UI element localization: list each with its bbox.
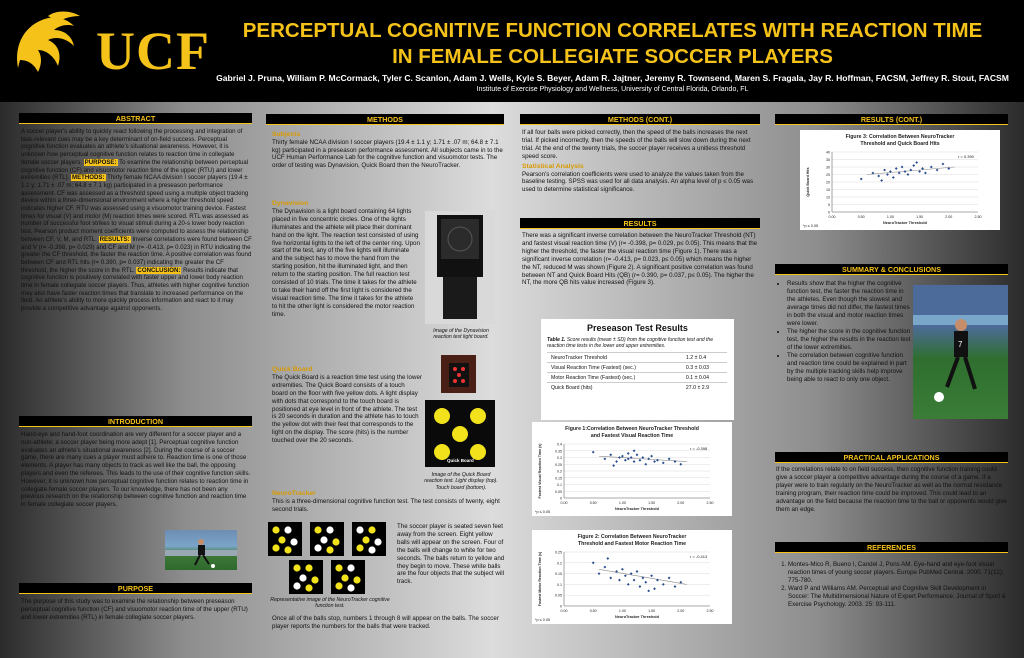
soccer-player-photo-small <box>165 530 237 570</box>
abstract-p5: Results indicate that cognitive function is positively correlated with faster upper and lower body reaction time in female collegiate soccer players. Thus, athletes with higher cognitive function may also have faster reaction times that translate to increased performance on the field. An athlete’s ability to more quickly process information and react to it may provide a competitive advantage against opponents. <box>21 266 249 313</box>
x-tick-label: 1.00 <box>618 501 626 505</box>
purpose-text: The purpose of this study was to examine the relationship between preseason perceptual cognitive function (CF) and visuomotor reaction time of the upper (RTU) and lower extremities (RTL) in female collegiate soccer players. <box>21 598 248 621</box>
tracking-ball <box>347 584 354 591</box>
neurotracker-side-text: The soccer player is seated seven feet away from the screen. Eight yellow balls will appear on the screen. Four of the balls will change to white for two seconds. The balls return to yellow and they begin to move. These white balls are the four objects that the subject will track. <box>397 523 505 586</box>
data-point <box>668 577 671 580</box>
abstract-heading: ABSTRACT <box>19 113 252 124</box>
results-tag: RESULTS: <box>99 235 130 243</box>
tracking-ball <box>293 582 300 589</box>
abstract-p3: Thirty female NCAA division I soccer players (19.4 ± 1.1 y; 1.71 ± .07 m; 64.8 ± 7.1 kg) participated in a preseason performance assessment. CF was assessed as a threshold speed using a multiple object tracking device within a three-dimensional environment where a higher threshold speed indicates higher CF. RTU was assessed using a visuomotor training device. Fastest times for visual (V) and motor (M) reaction times were scored. RTL was assessed as number of successful foot strikes to visual stimuli during a 20-s lower body reaction test. Pearson product moment coefficients were computed to assess the relationship between CF, V, M, and RTL. <box>21 174 249 243</box>
y-tick-label: 30 <box>826 165 830 170</box>
data-point <box>895 167 898 170</box>
data-point <box>650 574 653 577</box>
data-point <box>662 583 665 586</box>
x-tick-label: 2.50 <box>974 215 982 219</box>
neurotracker-caption: Representative image of the NeuroTracker cognitive function test. <box>270 597 390 610</box>
purpose-tag: PURPOSE: <box>84 158 117 166</box>
data-point <box>621 455 624 458</box>
x-axis-label: NeuroTracker Threshold <box>615 615 659 619</box>
y-tick-label: 0.2 <box>557 469 562 474</box>
tracking-ball <box>362 536 369 543</box>
tracking-ball <box>320 536 327 543</box>
abstract-p4: Inverse correlations were found between CF and V (r= -0.398, p= 0.029) and CF and M (r= -0.413, p= 0.023) in RTU indicating the greater the CF threshold, the faster the reaction time. A positive correlation was found between CF and RTL hits (r= 0.390, p= 0.037) indicating the greater the CF threshold, the higher the score in the RTL. <box>21 235 252 274</box>
tracking-ball <box>356 526 363 533</box>
x-tick-label: 1.50 <box>916 215 924 219</box>
table-row <box>547 363 727 373</box>
y-tick-label: 10 <box>826 195 830 200</box>
statistical-analysis-text: Pearson’s correlation coefficients were used to analyze the values taken from the baseline testing. SPSS was used for all data analysis. An alpha level of p ≤ 0.05 was used to determine statistical significance. <box>522 170 754 194</box>
y-tick-label: 0.2 <box>557 561 562 566</box>
data-point <box>656 459 659 462</box>
x-tick-label: 1.50 <box>648 501 656 505</box>
data-point <box>633 449 636 452</box>
chart-title-line: Threshold and Quick Board Hits <box>860 141 940 147</box>
results-table <box>547 352 727 392</box>
quickboard-caption: Image of the Quick Board reaction test. Light display (top). Touch board (bottom). <box>424 472 498 491</box>
data-point <box>653 587 656 590</box>
table-row <box>547 353 727 363</box>
table-row <box>547 383 727 393</box>
neurotracker-text: This is a three-dimensional cognitive function test. The test consists of twenty, eight second trials. <box>272 497 500 513</box>
data-point <box>668 457 671 460</box>
quickboard-display-photo <box>441 355 476 393</box>
data-point <box>650 455 653 458</box>
data-point <box>609 453 612 456</box>
y-tick-label: 0.1 <box>557 582 562 587</box>
x-tick-label: 0.00 <box>560 609 568 613</box>
chart-title-line: Figure 1:Correlation Between NeuroTracker Threshold <box>565 426 699 432</box>
figure-2-chart <box>532 530 732 624</box>
data-point <box>612 464 615 467</box>
tracking-ball <box>272 526 279 533</box>
tracking-ball <box>284 546 291 553</box>
correlation-annotation: r = 0.390 <box>958 154 974 159</box>
data-point <box>644 581 647 584</box>
correlation-annotation: r = -0.413 <box>690 554 708 559</box>
practical-heading: PRACTICAL APPLICATIONS <box>775 452 1008 463</box>
data-point <box>641 456 644 459</box>
data-point <box>918 170 921 173</box>
soccer-player-action-image <box>913 285 1008 419</box>
subjects-title: Subjects <box>272 131 301 138</box>
soccer-player-image <box>165 530 237 570</box>
y-tick-label: 0 <box>560 496 562 501</box>
data-point <box>924 172 927 175</box>
table-row <box>547 373 727 383</box>
data-point <box>592 561 595 564</box>
data-point <box>886 173 889 176</box>
quickboard-touchboard-image <box>425 400 495 467</box>
data-point <box>624 459 627 462</box>
soccer-player-photo <box>913 285 1008 419</box>
dynavision-caption: Image of the Dynavision reaction test light board. <box>433 328 489 341</box>
y-tick-label: 0.15 <box>555 572 562 577</box>
tracking-ball <box>335 564 342 571</box>
y-tick-label: 0 <box>560 604 562 609</box>
y-tick-label: 35 <box>826 158 830 162</box>
results-table-panel <box>541 319 734 420</box>
title-line-2: IN FEMALE COLLEGIATE SOCCER PLAYERS <box>392 45 833 68</box>
data-point <box>907 173 910 176</box>
tracking-ball <box>305 584 312 591</box>
methods-subjects <box>272 131 508 170</box>
tracking-ball <box>314 526 321 533</box>
svg-text:7: 7 <box>958 340 963 349</box>
x-tick-label: 0.50 <box>857 215 865 219</box>
neurotracker-title: NeuroTracker <box>272 490 316 497</box>
x-tick-label: 1.00 <box>886 215 894 219</box>
data-point <box>624 574 627 577</box>
practical-text: If the correlations relate to on field success, then cognitive function training could give a soccer player a competitive advantage during the course of a game. If a player were to train regularly on the NeuroTracker as well as the normal resistance training program, their reaction time could be improved. This could lead to an advantage on the field because the reaction time to the ball or opponents would give them an edge. <box>776 466 1007 513</box>
reference-item: 2. Ward P and Williams AM. Perceptual and Cognitive Skill Development in Soccer: The Multidimensional Nature of Expert Performance. Journal of Sport & Exercise Psychology. 2003. 25: 93-111. <box>788 585 1008 609</box>
y-tick-label: 0.1 <box>557 483 562 487</box>
data-point <box>901 166 904 169</box>
neurotracker-grid <box>268 522 392 594</box>
pegasus-logo-icon <box>8 8 98 80</box>
methods-cont-text <box>522 129 760 194</box>
table-caption <box>541 333 734 352</box>
data-point <box>606 557 609 560</box>
methods-neurotracker <box>272 490 508 514</box>
y-axis-label: Fastest Visual Reaction Time (s) <box>538 443 542 499</box>
figure-2-panel <box>532 530 732 624</box>
statistical-analysis-title: Statistical Analysis <box>522 162 584 170</box>
data-point <box>904 170 907 173</box>
tracking-ball <box>332 538 339 545</box>
data-point <box>603 457 606 460</box>
tracking-ball <box>335 582 342 589</box>
data-point <box>674 585 677 588</box>
data-point <box>598 572 601 575</box>
abstract-p2: To examine the relationship between perceptual cognitive function (CF) and visuomotor reaction time of the upper (RTU) and lower extremities (RTL). <box>21 158 249 182</box>
summary-text <box>775 280 911 384</box>
quickboard-title: Quick Board <box>272 366 313 373</box>
quickboard-display-image <box>441 355 476 393</box>
tracking-ball <box>272 544 279 551</box>
neurotracker-panel <box>310 522 344 556</box>
authors: Gabriel J. Pruna, William P. McCormack, Tyler C. Scanlon, Adam J. Wells, Kyle S. Beyer, Adam R. Jajtner, Jeremy R. Townsend, Maren S. Fragala, Jay R. Hoffman, FACSM, Jeffrey R. Stout, FACSM <box>216 73 1009 83</box>
tracking-ball <box>353 576 360 583</box>
methods-cont-heading: METHODS (CONT.) <box>520 114 760 125</box>
table-title: Preseason Test Results <box>587 323 688 333</box>
purpose-heading: PURPOSE <box>19 583 252 594</box>
summary-item: • The correlation between cognitive function and reaction time could be explained in part by the multiple tracking skills help improve being able to react to only one object. <box>787 352 911 384</box>
data-point <box>627 452 630 455</box>
y-tick-label: 0.4 <box>557 442 562 447</box>
summary-heading: SUMMARY & CONCLUSIONS <box>775 264 1008 275</box>
neurotracker-panel <box>331 560 365 594</box>
tracking-ball <box>290 538 297 545</box>
x-tick-label: 2.00 <box>677 501 685 505</box>
data-point <box>883 169 886 172</box>
introduction-heading: INTRODUCTION <box>19 416 252 427</box>
data-point <box>636 570 639 573</box>
data-point <box>915 161 918 164</box>
figure-3-chart <box>800 130 1000 230</box>
data-point <box>679 463 682 466</box>
tracking-ball <box>368 546 375 553</box>
results-heading: RESULTS <box>520 218 760 229</box>
tracking-ball <box>293 564 300 571</box>
tracking-ball <box>341 574 348 581</box>
data-point <box>633 460 636 463</box>
poster-title <box>205 18 1020 70</box>
reference-item: 1. Montes-Mico R, Bueno I, Candel J, Pons AM. Eye-hand and eye-foot visual reaction times of young soccer players. Europe PubMed Central. 2000. 71(12): 775-780. <box>788 561 1008 585</box>
x-axis-label: NeuroTracker Threshold <box>883 221 927 225</box>
y-tick-label: 0 <box>828 210 830 215</box>
y-tick-label: 0.3 <box>557 456 562 460</box>
chart-title-line: Figure 3: Correlation Between NeuroTracker <box>845 134 955 140</box>
significance-footnote: *p ≤ 0.05 <box>803 224 819 228</box>
abstract-text <box>21 128 252 313</box>
figure-3-panel <box>800 130 1000 230</box>
tracking-ball <box>347 564 354 571</box>
subjects-text: Thirty female NCAA division I soccer players (19.4 ± 1.1 y; 1.71 ± .07 m; 64.8 ± 7.1 kg) participated in a preseason performance assessment. All subjects came in to the UCF Human Performance Lab for the cognitive function and visuomotor tests. The order of testing was Dynavision, Quick Board then the NeuroTracker. <box>272 138 503 170</box>
correlation-annotation: r = -0.398 <box>690 446 708 451</box>
dynavision-board-image <box>425 211 495 324</box>
dynavision-title: Dynavision <box>272 200 309 207</box>
neurotracker-after-text: Once all of the balls stop, numbers 1 through 8 will appear on the balls. The soccer player reports the numbers for the balls that were tracked. <box>272 615 499 630</box>
y-axis-label: Fastest Motor Reaction Time (s) <box>538 551 542 607</box>
results-cont-heading: RESULTS (CONT.) <box>775 114 1008 125</box>
tracking-ball <box>299 574 306 581</box>
chart-title-line: Threshold and Fastest Motor Reaction Time <box>578 541 686 547</box>
dynavision-text: The Dynavision is a light board containing 64 lights placed in five concentric circles. One of the lights illuminates and the athlete will place their dominant hand on the light. The reaction test consisted of using five horizontal lights to the left of the center ring. Upon start of the test, any of the five lights will illuminate and the subject has to move the hand from the starting position, hit the illuminated light, and then return to the starting position. The full reaction test consisted of 10 trials. The time it takes for the athlete to take their hand off the first light is considered the visual reaction time. The time it takes for the athlete to hit the other light is considered the motor reaction time. <box>272 207 420 318</box>
y-tick-label: 20 <box>826 180 830 185</box>
data-point <box>936 169 939 172</box>
tracking-ball <box>374 538 381 545</box>
methods-dynavision <box>272 200 420 319</box>
tracking-ball <box>326 526 333 533</box>
introduction-text: Hand-eye and hand-foot coordination are very different for a soccer player and a non-athlete; a soccer player being more adept [1]. Perceptual cognitive function evaluates an athlete’s situational awareness [2]. During the course of a soccer game, there are many cues a player must adhere to. Reaction time is one of those elements. A player has many objects to track as well like the ball, the opposing players and even the referees. This leads to the use of their cognitive function skills. However, it is unknown how perceptual cognitive function relates to reaction time in collegiate female soccer players. To our knowledge, there has not been any previous research on the relationship between cognitive function and reaction time in female collegiate soccer players. <box>21 431 251 509</box>
x-tick-label: 0.00 <box>828 215 836 219</box>
summary-list <box>775 280 911 384</box>
x-axis-label: NeuroTracker Threshold <box>615 507 659 511</box>
table-cell-value: 1.2 ± 0.4 <box>682 353 727 363</box>
data-point <box>621 568 624 571</box>
significance-footnote: *p ≤ 0.05 <box>535 618 551 622</box>
chart-title-line: and Fastest Visual Reaction Time <box>590 433 674 439</box>
data-point <box>636 453 639 456</box>
data-point <box>880 179 883 182</box>
data-point <box>647 457 650 460</box>
neurotracker-panel <box>352 522 386 556</box>
table-cell-value: 0.3 ± 0.03 <box>682 363 727 373</box>
figure-1-panel <box>532 422 732 516</box>
tracking-ball <box>356 544 363 551</box>
methods-quickboard <box>272 366 422 445</box>
y-tick-label: 15 <box>826 188 830 192</box>
tracking-ball <box>368 526 375 533</box>
tracking-ball <box>284 526 291 533</box>
data-point <box>615 460 618 463</box>
data-point <box>644 463 647 466</box>
data-point <box>618 579 621 582</box>
table-cell-label: Quick Board (hits) <box>547 383 682 393</box>
y-tick-label: 0.25 <box>555 550 562 555</box>
ucf-logo-text: UCF <box>96 21 210 81</box>
methods-heading: METHODS <box>266 114 504 125</box>
y-tick-label: 0.05 <box>555 489 562 494</box>
data-point <box>912 164 915 167</box>
abstract-p1: A soccer player’s ability to quickly react following the processing and integration of task-relevant cues may be a key determinant of on-field success. Perceptual cognitive function evaluates an athlete’s situational awareness. However, it is unknown how perceptual cognitive function relates to reaction time in collegiate female soccer players. <box>21 128 243 166</box>
y-tick-label: 5 <box>828 203 830 207</box>
x-tick-label: 2.00 <box>677 609 685 613</box>
poster-header <box>0 0 1024 102</box>
table-cell-label: NeuroTracker Threshold <box>547 353 682 363</box>
data-point <box>942 163 945 166</box>
y-tick-label: 0.25 <box>555 462 562 467</box>
references-text <box>776 561 1008 608</box>
table-caption-text: Score results (mean ± SD) from the cognitive function test and the reaction time tests in the lower and upper extremities. <box>547 337 713 350</box>
neurotracker-panel <box>268 522 302 556</box>
data-point <box>860 178 863 181</box>
table-cell-label: Motor Reaction Time (Fastest) (sec.) <box>547 373 682 383</box>
title-line-1: PERCEPTUAL COGNITIVE FUNCTION CORRELATES WITH REACTION TIME <box>242 19 983 42</box>
tracking-ball <box>278 536 285 543</box>
poster-body <box>0 102 1024 658</box>
methods-cont-body: If all four balls were picked correctly, then the speed of the balls increases the next trial. If picked incorrectly, then the speeds of the balls will slow down during the next trial. At the end of the twenty trials, the soccer player receives a unitless threshold speed score. <box>522 129 751 160</box>
x-tick-label: 2.50 <box>706 501 714 505</box>
x-tick-label: 0.00 <box>560 501 568 505</box>
y-axis-label: Quick Board Hits <box>806 167 810 197</box>
data-point <box>627 583 630 586</box>
data-point <box>662 462 665 465</box>
data-point <box>877 175 880 178</box>
significance-footnote: *p ≤ 0.05 <box>535 510 551 514</box>
x-tick-label: 0.50 <box>589 501 597 505</box>
references-heading: REFERENCES <box>775 542 1008 553</box>
data-point <box>930 166 933 169</box>
quickboard-brand: Quick Board <box>447 458 474 463</box>
data-point <box>639 459 642 462</box>
quickboard-text: The Quick Board is a reaction time test using the lower extremities. The Quick Board consists of a touch board on the floor with five yellow dots. A light display with dots that correspond to the touch board is positioned at eye level in front of the athlete. The test is 20 seconds in duration and the athlete has to touch the yellow dot with their feet that corresponds to the light on the display. The score (hits) is the number touched over the 20 seconds. <box>272 373 422 445</box>
institution: Institute of Exercise Physiology and Wellness, University of Central Florida, Orlando, FL <box>476 86 749 93</box>
table-cell-value: 27.0 ± 2.9 <box>682 383 727 393</box>
data-point <box>618 456 621 459</box>
y-tick-label: 0.05 <box>555 593 562 598</box>
data-point <box>653 460 656 463</box>
y-tick-label: 25 <box>826 173 830 177</box>
tracking-ball <box>314 544 321 551</box>
neurotracker-panel <box>289 560 323 594</box>
dynavision-photo <box>425 211 495 324</box>
data-point <box>603 566 606 569</box>
chart-title-line: Figure 2: Correlation Between NeuroTracker <box>577 534 687 540</box>
x-tick-label: 1.00 <box>618 609 626 613</box>
tracking-ball <box>311 576 318 583</box>
y-tick-label: 40 <box>826 150 830 155</box>
x-tick-label: 1.50 <box>648 609 656 613</box>
neurotracker-image <box>268 522 392 594</box>
data-point <box>892 176 895 179</box>
figure-1-chart <box>532 422 732 516</box>
x-tick-label: 0.50 <box>589 609 597 613</box>
conclusion-tag: CONCLUSION: <box>137 266 181 274</box>
data-point <box>647 589 650 592</box>
data-point <box>639 585 642 588</box>
data-point <box>633 579 636 582</box>
summary-item: • Results show that the higher the cognitive function test, the faster the reaction time in the athletes. Even though the slowest and average times did not differ, the fastest times in both the visual and motor reaction times were lower. <box>787 280 911 327</box>
table-caption-label: Table 1. <box>547 337 566 343</box>
summary-item: • The higher the score in the cognitive function test, the higher the results in the reaction test of the lower extremities. <box>787 328 911 352</box>
data-point <box>609 577 612 580</box>
quickboard-touchboard-photo <box>425 400 495 467</box>
y-tick-label: 0.35 <box>555 449 562 454</box>
references-list <box>776 561 1008 608</box>
ucf-logo <box>8 8 210 81</box>
data-point <box>592 451 595 454</box>
results-text: There was a significant inverse correlation between the NeuroTracker Threshold (NT) and fastest visual reaction time (V) (r= -0.398, p= 0.029, p≤ 0.05). This means that the higher the threshold, the faster the visual reaction time (Figure 1). There was a significant inverse correlation (r= -0.413, p= 0.023, p≤ 0.05) which means the higher the NT, reduced M was shown (Figure 2). A significant positive correlation was found between NT and Quick Board Hits (QB) (r= 0.390, p= 0.037, p≤ 0.05). The higher the NT, the more QB hits value increased (Figure 3). <box>522 232 758 287</box>
tracking-ball <box>305 564 312 571</box>
x-tick-label: 2.50 <box>706 609 714 613</box>
x-tick-label: 2.00 <box>945 215 953 219</box>
table-cell-value: 0.1 ± 0.04 <box>682 373 727 383</box>
methods-tag: METHODS: <box>72 174 105 182</box>
y-tick-label: 0.15 <box>555 476 562 481</box>
table-cell-label: Visual Reaction Time (Fastest) (sec.) <box>547 363 682 373</box>
tracking-ball <box>326 546 333 553</box>
